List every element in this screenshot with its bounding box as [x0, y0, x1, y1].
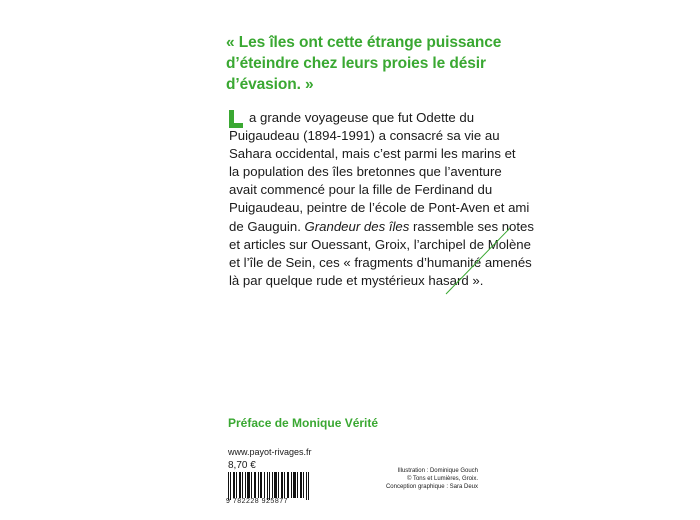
book-title: Grandeur des îles: [304, 218, 410, 234]
quote-line: « Les îles ont cette étrange puissance: [226, 34, 502, 51]
credit-line: Illustration : Dominique Gouch: [397, 468, 478, 474]
credit-line: Conception graphique : Sara Deux: [385, 484, 478, 491]
price: 8,70 €: [228, 460, 256, 471]
isbn-number: 9 782228 925877: [226, 498, 288, 505]
preface-credit: Préface de Monique Vérité: [228, 416, 379, 430]
blurb-line: Sahara occidental, mais c’est parmi les marins et: [229, 146, 516, 162]
blurb-text: a grande voyageuse que fut Odette du: [249, 110, 475, 125]
quote-line: d’éteindre chez leurs proies le désir: [226, 55, 486, 72]
blurb-line: et articles sur Ouessant, Groix, l’archipel de Molène: [229, 236, 531, 252]
cover-credits: [352, 467, 478, 492]
blurb-line: et l’île de Sein, ces « fragments d’humanité amenés: [229, 254, 532, 270]
blurb-line: avait commencé pour la fille de Ferdinand du: [229, 182, 493, 198]
blurb-line: là par quelque rude et mystérieux hasard ».: [229, 272, 484, 288]
credit-line: © Tons et Lumières, Groix.: [406, 476, 478, 483]
blurb-line: la population des îles bretonnes que l’aventure: [229, 164, 502, 180]
blurb-text: de Gauguin.: [229, 218, 301, 234]
publisher-website: www.payot-rivages.fr: [228, 447, 312, 457]
quote-line: d’évasion. »: [226, 76, 314, 93]
blurb-text: rassemble ses notes: [413, 218, 534, 234]
blurb-line: Puigaudeau (1894-1991) a consacré sa vie au: [229, 128, 500, 144]
blurb-line: Puigaudeau, peintre de l’école de Pont-Aven et ami: [229, 200, 530, 216]
